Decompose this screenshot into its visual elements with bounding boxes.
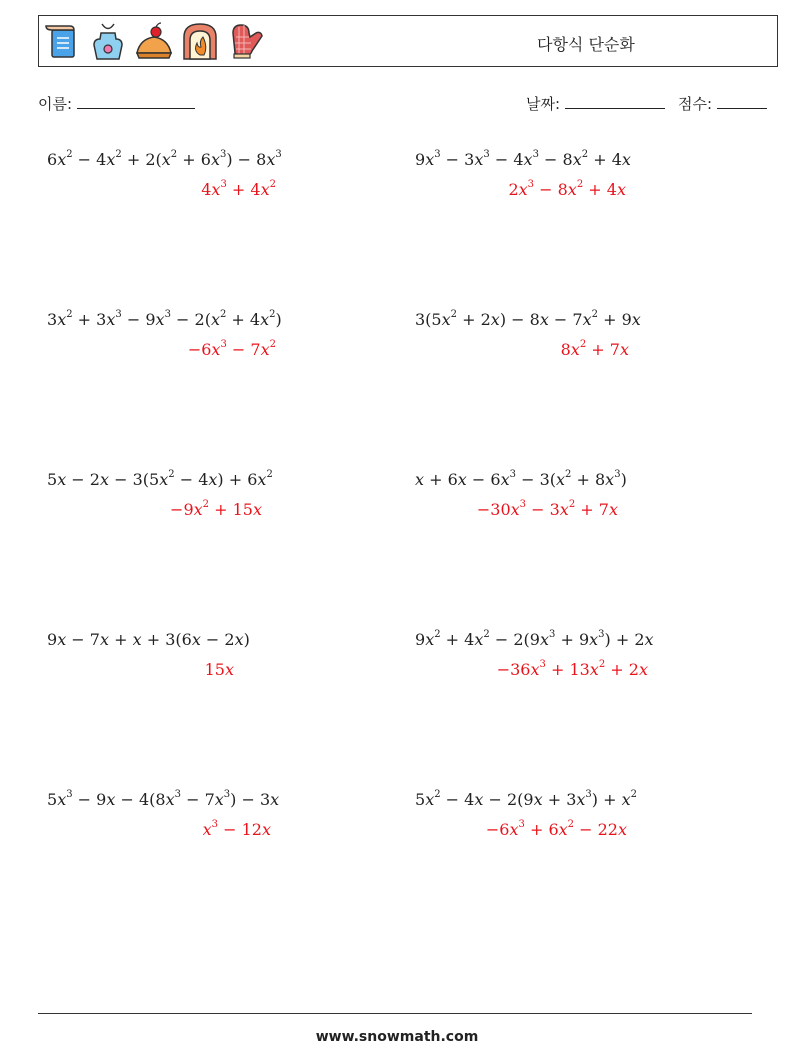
problem-1-question: $6x^2 - 4x^2 + 2(x^2 + 6x^3) - 8x^3$	[47, 148, 282, 169]
problem-1-answer: $4x^3 + 4x^2$	[201, 178, 276, 199]
problem-9-question: $5x^3 - 9x - 4(8x^3 - 7x^3) - 3x$	[47, 788, 280, 809]
date-label: 날짜:	[526, 95, 561, 113]
problem-8-answer: $-36x^3 + 13x^2 + 2x$	[496, 658, 648, 679]
score-label: 점수:	[678, 95, 713, 113]
problem-10-question: $5x^2 - 4x - 2(9x + 3x^3) + x^2$	[415, 788, 638, 809]
date-blank[interactable]	[565, 94, 665, 109]
name-field	[38, 93, 195, 114]
problem-8-question: $9x^2 + 4x^2 - 2(9x^3 + 9x^3) + 2x$	[415, 628, 654, 649]
problem-7-answer: 15x	[204, 660, 234, 679]
date-field	[526, 93, 665, 114]
measuring-cup-icon	[43, 21, 81, 61]
problem-2-answer: $2x^3 - 8x^2 + 4x$	[508, 178, 626, 199]
apron-icon	[89, 21, 127, 61]
fireplace-icon	[181, 21, 219, 61]
worksheet-header	[38, 15, 778, 67]
worksheet-title: 다항식 단순화	[537, 35, 635, 54]
problem-5-answer: $-9x^2 + 15x$	[170, 498, 262, 519]
problem-2-question: $9x^3 - 3x^3 - 4x^3 - 8x^2 + 4x$	[415, 148, 631, 169]
problem-3-question: $3x^2 + 3x^3 - 9x^3 - 2(x^2 + 4x^2)$	[47, 308, 282, 329]
problem-6-question: $x + 6x - 6x^3 - 3(x^2 + 8x^3)$	[415, 468, 627, 489]
footer-divider	[38, 1013, 752, 1014]
pie-icon	[135, 21, 173, 61]
name-label: 이름:	[38, 95, 73, 113]
problem-4-question: $3(5x^2 + 2x) - 8x - 7x^2 + 9x$	[415, 308, 641, 329]
score-field	[678, 93, 767, 114]
problem-4-answer: $8x^2 + 7x$	[560, 338, 629, 359]
problem-6-answer: $-30x^3 - 3x^2 + 7x$	[476, 498, 618, 519]
score-blank[interactable]	[717, 94, 767, 109]
problem-9-answer: $x^3 - 12x$	[202, 818, 271, 839]
name-blank[interactable]	[77, 94, 195, 109]
problem-7-question: 9x − 7x + x + 3(6x − 2x)	[47, 630, 250, 649]
problem-3-answer: $-6x^3 - 7x^2$	[187, 338, 276, 359]
problem-10-answer: $-6x^3 + 6x^2 - 22x$	[485, 818, 627, 839]
oven-mitt-icon	[227, 21, 265, 61]
footer-url: www.snowmath.com	[315, 1029, 479, 1045]
problem-5-question: $5x - 2x - 3(5x^2 - 4x) + 6x^2$	[47, 468, 273, 489]
